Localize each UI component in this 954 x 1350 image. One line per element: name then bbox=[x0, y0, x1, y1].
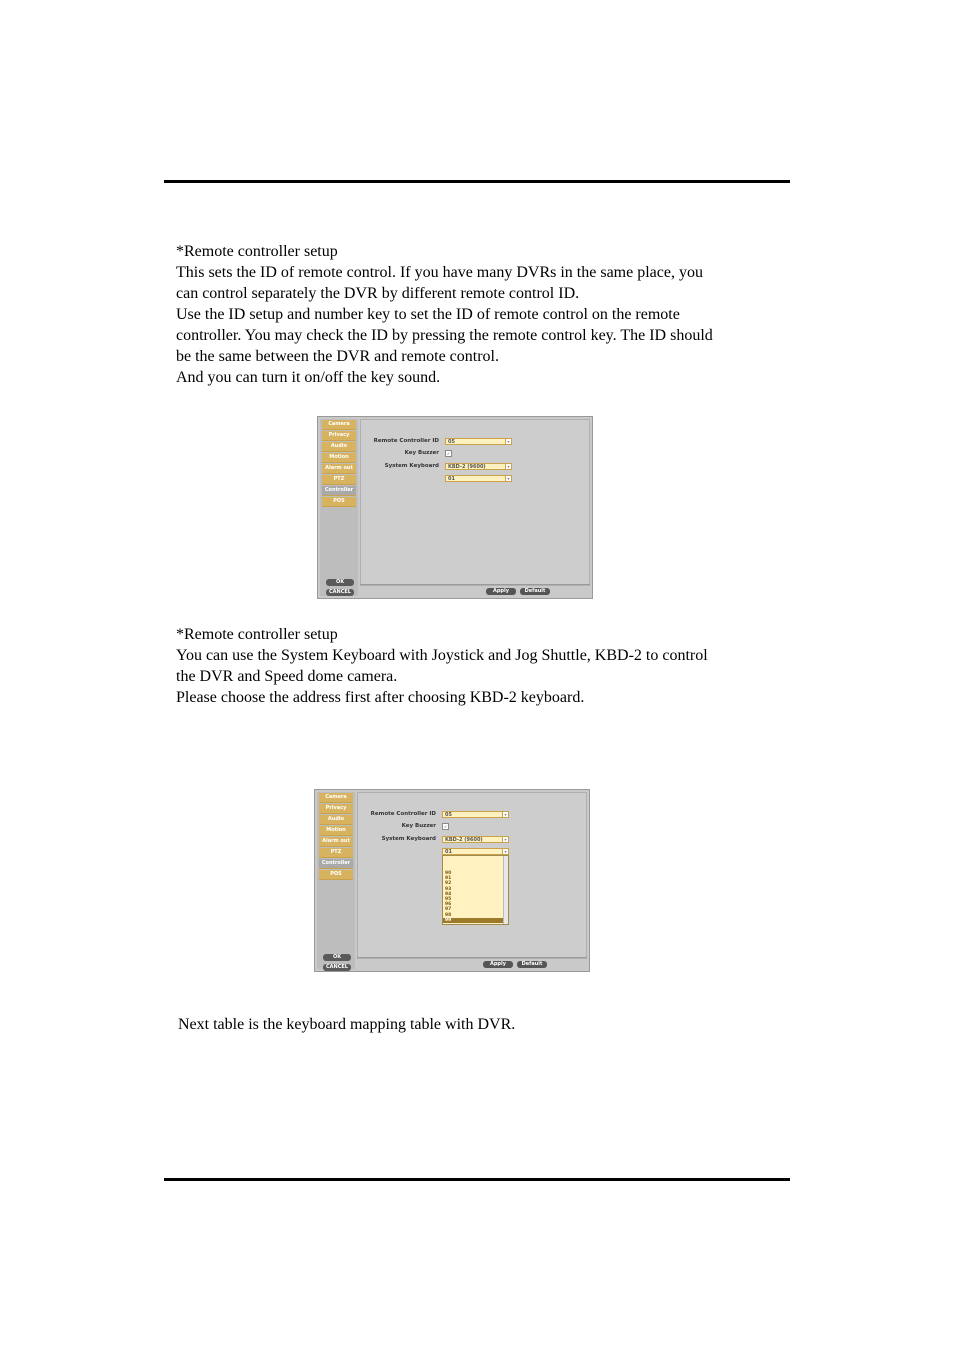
chevron-down-icon: ▾ bbox=[505, 439, 511, 444]
key-buzzer-checkbox[interactable]: ✓ bbox=[446, 451, 451, 456]
chevron-down-icon: ▾ bbox=[502, 812, 508, 817]
section1-text bbox=[176, 241, 713, 388]
dropdown-option[interactable]: 93 bbox=[445, 886, 452, 892]
address-select[interactable] bbox=[442, 848, 509, 855]
chevron-down-icon: ▾ bbox=[502, 849, 508, 854]
section1-line: controller. You may check the ID by pressing the remote control key. The ID should bbox=[176, 327, 713, 344]
remote-id-value: 05 bbox=[445, 812, 452, 818]
section1-line: can control separately the DVR by different remote control ID. bbox=[176, 285, 580, 302]
key-buzzer-label: Key Buzzer bbox=[404, 450, 439, 456]
section1-heading: *Remote controller setup bbox=[176, 243, 338, 260]
remote-id-label: Remote Controller ID bbox=[373, 438, 439, 444]
default-button[interactable]: Default bbox=[520, 588, 550, 595]
dropdown-option[interactable]: 98 bbox=[445, 912, 452, 918]
address-value: 01 bbox=[445, 849, 452, 855]
system-keyboard-label: System Keyboard bbox=[381, 836, 436, 842]
section2-heading: *Remote controller setup bbox=[176, 626, 338, 643]
default-button[interactable]: Default bbox=[517, 961, 547, 968]
cancel-button[interactable]: CANCEL bbox=[326, 589, 354, 596]
menu-item-motion-detect[interactable]: Motion bbox=[322, 453, 356, 463]
header-rule bbox=[164, 180, 790, 183]
section1-line: And you can turn it on/off the key sound. bbox=[176, 369, 441, 386]
apply-button[interactable]: Apply bbox=[486, 588, 516, 595]
dropdown-option[interactable]: 92 bbox=[445, 881, 452, 887]
chevron-down-icon: ▾ bbox=[505, 476, 511, 481]
menu-item-alarm-out[interactable]: Alarm out bbox=[319, 837, 353, 847]
setup-panel bbox=[357, 792, 587, 959]
menu-item-motion-detect[interactable]: Motion bbox=[319, 826, 353, 836]
setup-sidebar bbox=[320, 419, 358, 596]
menu-item-ptz[interactable]: PTZ bbox=[322, 475, 356, 485]
setup-screenshot-1 bbox=[317, 416, 593, 599]
menu-item-privacy-zone[interactable]: Privacy bbox=[322, 431, 356, 441]
menu-item-audio[interactable]: Audio bbox=[322, 442, 356, 452]
section2-line: You can use the System Keyboard with Joystick and Jog Shuttle, KBD-2 to control bbox=[176, 647, 708, 664]
menu-item-pos[interactable]: POS bbox=[322, 497, 356, 507]
menu-item-privacy-zone[interactable]: Privacy bbox=[319, 804, 353, 814]
remote-id-label: Remote Controller ID bbox=[370, 811, 436, 817]
apply-button[interactable]: Apply bbox=[483, 961, 513, 968]
panel-divider bbox=[357, 957, 587, 958]
section1-line: be the same between the DVR and remote control. bbox=[176, 348, 499, 365]
section2-text bbox=[176, 624, 708, 708]
system-keyboard-value: KBD-2 (9600) bbox=[445, 837, 483, 843]
chevron-down-icon: ▾ bbox=[505, 464, 511, 469]
section1-line: This sets the ID of remote control. If you have many DVRs in the same place, you bbox=[176, 264, 703, 281]
menu-item-alarm-out[interactable]: Alarm out bbox=[322, 464, 356, 474]
footer-rule bbox=[164, 1178, 790, 1181]
key-buzzer-label: Key Buzzer bbox=[401, 823, 436, 829]
system-keyboard-select[interactable] bbox=[442, 836, 509, 843]
dropdown-option[interactable]: 95 bbox=[445, 896, 452, 902]
menu-item-controller[interactable]: Controller bbox=[319, 859, 353, 869]
section2-line: the DVR and Speed dome camera. bbox=[176, 668, 398, 685]
dropdown-option[interactable]: 97 bbox=[445, 907, 452, 913]
menu-item-pos[interactable]: POS bbox=[319, 870, 353, 880]
setup-screenshot-2 bbox=[314, 789, 590, 972]
dropdown-top-spacer bbox=[443, 856, 508, 871]
menu-item-camera[interactable]: Camera bbox=[322, 420, 356, 430]
panel-divider bbox=[360, 584, 590, 585]
dropdown-option[interactable]: 90 bbox=[445, 871, 452, 876]
system-keyboard-label: System Keyboard bbox=[384, 463, 439, 469]
dropdown-option[interactable]: 91 bbox=[445, 876, 452, 882]
address-dropdown-list[interactable] bbox=[442, 855, 509, 925]
dropdown-option[interactable]: 94 bbox=[445, 891, 452, 897]
menu-item-ptz[interactable]: PTZ bbox=[319, 848, 353, 858]
address-value: 01 bbox=[448, 476, 455, 482]
chevron-down-icon: ▾ bbox=[502, 837, 508, 842]
dropdown-option[interactable]: 99 bbox=[443, 918, 508, 923]
menu-item-audio[interactable]: Audio bbox=[319, 815, 353, 825]
key-buzzer-checkbox[interactable]: ✓ bbox=[443, 824, 448, 829]
dropdown-scrollbar[interactable] bbox=[503, 856, 508, 924]
menu-item-controller[interactable]: Controller bbox=[322, 486, 356, 496]
system-keyboard-select[interactable] bbox=[445, 463, 512, 470]
setup-panel bbox=[360, 419, 590, 586]
remote-id-select[interactable] bbox=[445, 438, 512, 445]
address-select[interactable] bbox=[445, 475, 512, 482]
ok-button[interactable]: OK bbox=[323, 954, 351, 961]
cancel-button[interactable]: CANCEL bbox=[323, 964, 351, 971]
ok-button[interactable]: OK bbox=[326, 579, 354, 586]
dropdown-option[interactable]: 96 bbox=[445, 902, 452, 908]
remote-id-select[interactable] bbox=[442, 811, 509, 818]
section2-line: Please choose the address first after choosing KBD-2 keyboard. bbox=[176, 689, 585, 706]
remote-id-value: 05 bbox=[448, 439, 455, 445]
section1-line: Use the ID setup and number key to set the ID of remote control on the remote bbox=[176, 306, 680, 323]
setup-sidebar bbox=[317, 792, 355, 969]
footer-note: Next table is the keyboard mapping table with DVR. bbox=[178, 1016, 516, 1033]
system-keyboard-value: KBD-2 (9600) bbox=[448, 464, 486, 470]
menu-item-camera[interactable]: Camera bbox=[319, 793, 353, 803]
